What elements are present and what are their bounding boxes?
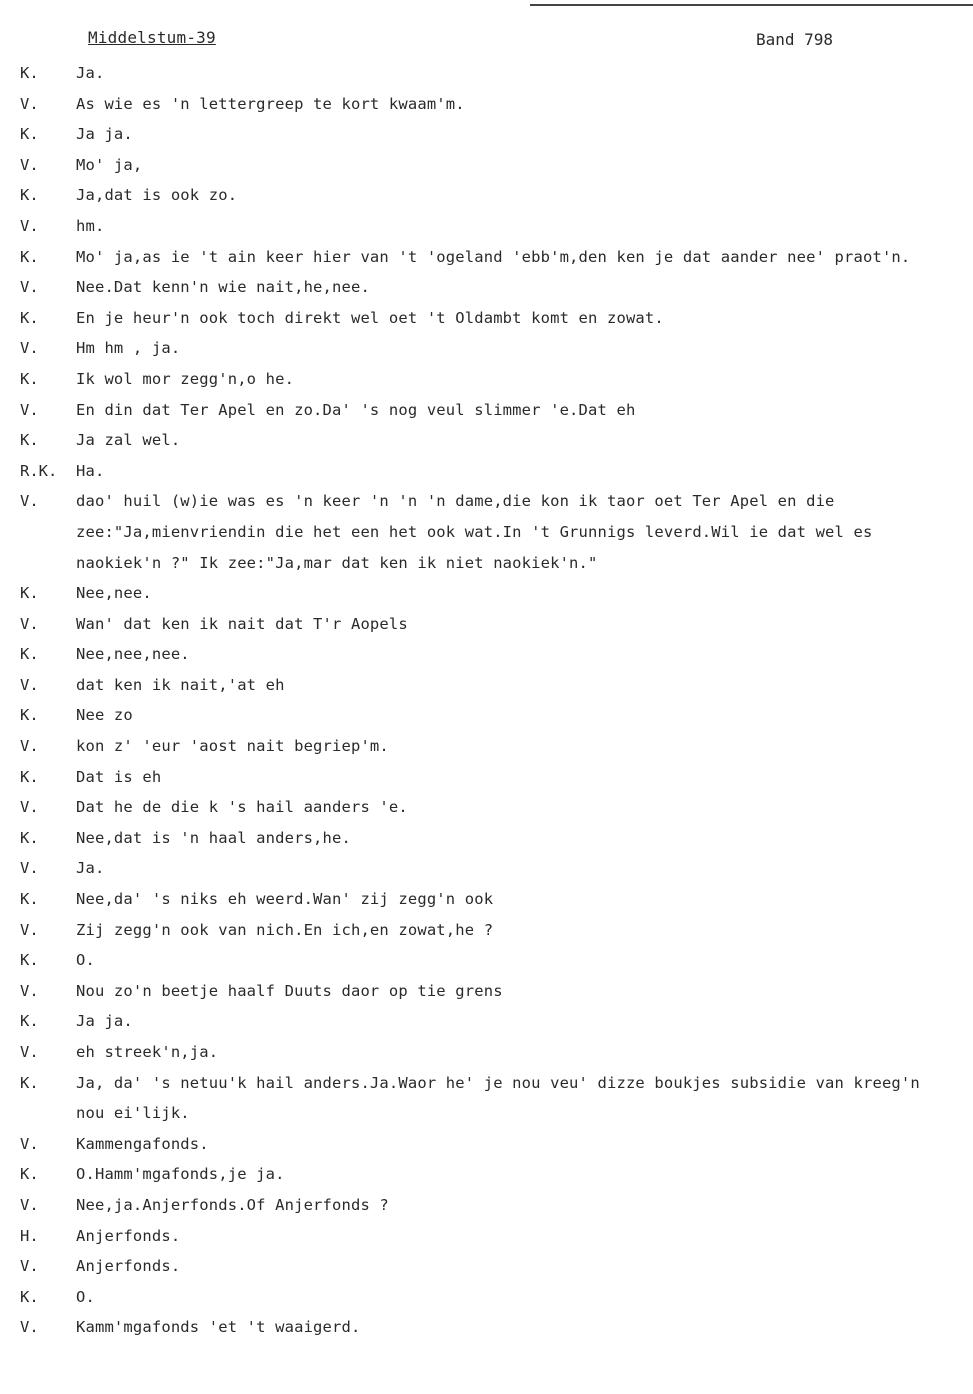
speaker-label: K. xyxy=(20,1073,39,1092)
speaker-label: V. xyxy=(20,1134,39,1153)
utterance-text: Ja zal wel. xyxy=(76,431,181,450)
speaker-label: K. xyxy=(20,369,39,388)
transcript-line xyxy=(0,1129,973,1160)
speaker-label: R.K. xyxy=(20,461,58,480)
speaker-label: K. xyxy=(20,431,39,450)
speaker-label: V. xyxy=(20,1318,39,1337)
utterance-text: Ja. xyxy=(76,859,105,878)
utterance-text: Kamm'mgafonds 'et 't waaigerd. xyxy=(76,1318,361,1337)
speaker-label: V. xyxy=(20,1043,39,1061)
speaker-label: K. xyxy=(20,584,39,603)
utterance-text: O. xyxy=(76,1287,95,1306)
speaker-label: K. xyxy=(20,64,39,82)
utterance-text: dat ken ik nait,'at eh xyxy=(76,675,285,694)
utterance-text: Anjerfonds. xyxy=(76,1226,181,1245)
utterance-text: Dat is eh xyxy=(76,767,162,786)
transcript-line xyxy=(0,364,973,395)
speaker-label: K. xyxy=(20,828,39,847)
utterance-text: Ja,dat is ook zo. xyxy=(76,186,238,205)
transcript-line xyxy=(0,1312,973,1343)
utterance-text: Anjerfonds. xyxy=(76,1257,181,1276)
utterance-text: Nee,nee. xyxy=(76,584,152,603)
speaker-label: V. xyxy=(20,614,39,633)
speaker-label: K. xyxy=(20,645,39,664)
utterance-text: Mo' ja, xyxy=(76,155,143,174)
transcript-line xyxy=(0,945,973,976)
transcript-line xyxy=(0,670,973,701)
speaker-label: V. xyxy=(20,675,39,694)
speaker-label: V. xyxy=(20,798,39,817)
speaker-label: K. xyxy=(20,767,39,786)
speaker-label: K. xyxy=(20,247,39,266)
speaker-label: V. xyxy=(20,94,39,113)
speaker-label: K. xyxy=(20,1012,39,1031)
utterance-text: Kammengafonds. xyxy=(76,1134,209,1153)
transcript-line xyxy=(0,456,973,487)
transcript-line xyxy=(0,731,973,762)
speaker-label: K. xyxy=(20,1287,39,1306)
utterance-text: Hm hm , ja. xyxy=(76,339,181,358)
utterance-text: Mo' ja,as ie 't ain keer hier van 't 'ogeland 'ebb'm,den ken je dat aander nee' praot'n. xyxy=(76,247,911,266)
transcript-line xyxy=(0,119,973,150)
utterance-text: En je heur'n ook toch direkt wel oet 't Oldambt komt en zowat. xyxy=(76,308,664,327)
transcript-line xyxy=(0,180,973,211)
transcript-line xyxy=(0,700,973,731)
speaker-label: V. xyxy=(20,278,39,297)
utterance-text: Nee,nee,nee. xyxy=(76,645,190,664)
utterance-text: Nou zo'n beetje haalf Duuts daor op tie grens xyxy=(76,981,503,1000)
transcript-line xyxy=(0,1251,973,1282)
utterance-text: Ja. xyxy=(76,64,105,82)
speaker-label: K. xyxy=(20,706,39,725)
utterance-text: Ja ja. xyxy=(76,1012,133,1031)
utterance-text: Ja, da' 's netuu'k hail anders.Ja.Waor he' je nou veu' dizze boukjes subsidie van kreeg'n nou ei'lijk. xyxy=(76,1073,920,1123)
transcript-line xyxy=(0,976,973,1007)
utterance-text: dao' huil (w)ie was es 'n keer 'n 'n 'n dame,die kon ik taor oet Ter Apel en die zee:"Ja,mienvriendin die het een het ook wat.In 't Grunnigs leverd.Wil ie dat wel es naokiek'n ?" Ik zee:"Ja,mar dat ken ik niet naokiek'n." xyxy=(76,492,873,572)
transcript-line xyxy=(0,823,973,854)
utterance-text: Nee,ja.Anjerfonds.Of Anjerfonds ? xyxy=(76,1195,389,1214)
transcript-line xyxy=(0,486,973,578)
utterance-text: kon z' 'eur 'aost nait begriep'm. xyxy=(76,737,389,756)
speaker-label: V. xyxy=(20,492,39,511)
speaker-label: V. xyxy=(20,339,39,358)
speaker-label: H. xyxy=(20,1226,39,1245)
utterance-text: hm. xyxy=(76,216,105,235)
utterance-text: Dat he de die k 's hail aanders 'e. xyxy=(76,798,408,817)
transcript-line xyxy=(0,1221,973,1252)
transcript-line xyxy=(0,211,973,242)
speaker-label: V. xyxy=(20,920,39,939)
transcript-line xyxy=(0,1037,973,1068)
transcript-line xyxy=(0,58,973,89)
speaker-label: K. xyxy=(20,308,39,327)
transcript-line xyxy=(0,1282,973,1313)
utterance-text: Nee,dat is 'n haal anders,he. xyxy=(76,828,351,847)
speaker-label: K. xyxy=(20,186,39,205)
transcript-line xyxy=(0,1068,973,1129)
utterance-text: Ik wol mor zegg'n,o he. xyxy=(76,369,295,388)
utterance-text: As wie es 'n lettergreep te kort kwaam'm. xyxy=(76,94,465,113)
speaker-label: V. xyxy=(20,1257,39,1276)
transcript-line xyxy=(0,639,973,670)
speaker-label: V. xyxy=(20,737,39,756)
band-number: Band 798 xyxy=(756,30,834,49)
speaker-label: K. xyxy=(20,1165,39,1184)
transcript-lines xyxy=(0,58,973,1343)
speaker-label: V. xyxy=(20,859,39,878)
transcript-line xyxy=(0,762,973,793)
transcript-line xyxy=(0,792,973,823)
transcript-line xyxy=(0,609,973,640)
utterance-text: En din dat Ter Apel en zo.Da' 's nog veul slimmer 'e.Dat eh xyxy=(76,400,636,419)
transcript-line xyxy=(0,89,973,120)
speaker-label: V. xyxy=(20,981,39,1000)
transcript-line xyxy=(0,853,973,884)
utterance-text: Nee.Dat kenn'n wie nait,he,nee. xyxy=(76,278,370,297)
speaker-label: V. xyxy=(20,155,39,174)
document-title-text: Middelstum-39 xyxy=(88,28,216,47)
transcript-line xyxy=(0,1190,973,1221)
utterance-text: Nee,da' 's niks eh weerd.Wan' zij zegg'n ook xyxy=(76,890,494,909)
utterance-text: O. xyxy=(76,951,95,970)
transcript-line xyxy=(0,1006,973,1037)
utterance-text: Zij zegg'n ook van nich.En ich,en zowat,he ? xyxy=(76,920,494,939)
transcript-line xyxy=(0,303,973,334)
transcript-line xyxy=(0,884,973,915)
top-rule xyxy=(530,4,973,6)
speaker-label: V. xyxy=(20,1195,39,1214)
document-title xyxy=(88,28,216,47)
speaker-label: K. xyxy=(20,125,39,144)
speaker-label: K. xyxy=(20,951,39,970)
transcript-line xyxy=(0,272,973,303)
speaker-label: V. xyxy=(20,400,39,419)
utterance-text: Ja ja. xyxy=(76,125,133,144)
transcript-line xyxy=(0,333,973,364)
transcript-line xyxy=(0,578,973,609)
utterance-text: Ha. xyxy=(76,461,105,480)
transcript-line xyxy=(0,150,973,181)
utterance-text: O.Hamm'mgafonds,je ja. xyxy=(76,1165,285,1184)
transcript-line xyxy=(0,395,973,426)
utterance-text: Wan' dat ken ik nait dat T'r Aopels xyxy=(76,614,408,633)
transcript-line xyxy=(0,425,973,456)
utterance-text: Nee zo xyxy=(76,706,133,725)
transcript-line xyxy=(0,915,973,946)
transcript-line xyxy=(0,242,973,273)
utterance-text: eh streek'n,ja. xyxy=(76,1043,219,1061)
transcript-line xyxy=(0,1159,973,1190)
speaker-label: K. xyxy=(20,890,39,909)
speaker-label: V. xyxy=(20,216,39,235)
